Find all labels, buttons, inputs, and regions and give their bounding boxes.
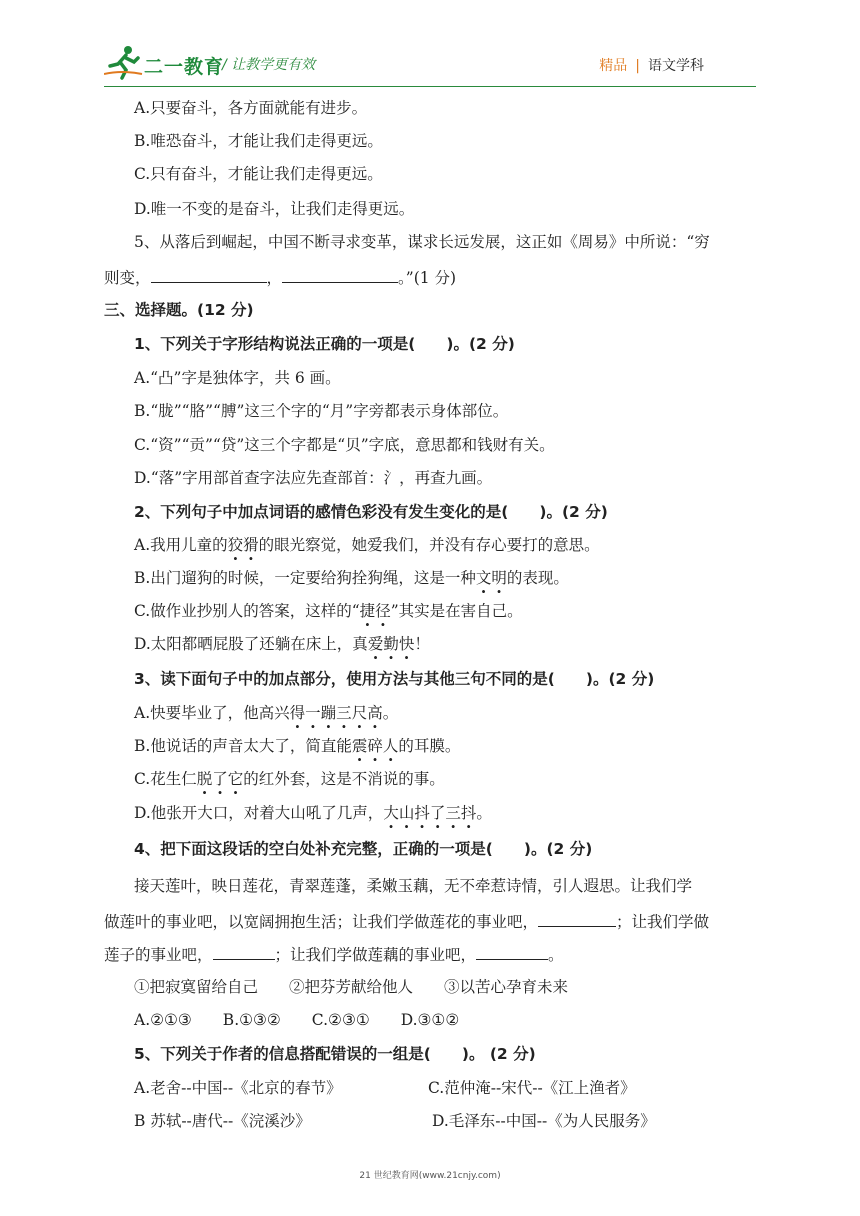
option-line: D.太阳都晒屁股了还躺在床上，真爱勤快！: [134, 635, 430, 653]
option-line: C.做作业抄别人的答案，这样的“捷径”其实是在害自己。: [134, 602, 523, 620]
answer-blank[interactable]: [476, 943, 548, 960]
option-line: A.我用儿童的狡猾的眼光察觉，她爱我们，并没有存心要打的意思。: [134, 536, 600, 554]
answer-blank[interactable]: [213, 943, 275, 960]
paragraph-line: 接天莲叶，映日莲花，青翠莲蓬，柔嫩玉藕，无不牵惹诗情，引人遐思。让我们学: [134, 877, 693, 895]
option-line: A.“凸”字是独体字，共 6 画。: [134, 369, 341, 387]
subject-label: 语文学科: [648, 58, 704, 74]
option-line: D.他张开大口，对着大山吼了几声，大山抖了三抖。: [134, 804, 492, 822]
question-title: 5、下列关于作者的信息搭配错误的一组是( )。 (2 分): [134, 1045, 536, 1063]
option-line: C.只有奋斗，才能让我们走得更远。: [134, 165, 383, 183]
logo-text: 二一教育: [144, 56, 225, 78]
option-line: C.花生仁脱了它的红外套，这是不消说的事。: [134, 770, 445, 788]
option-line: B 苏轼--唐代--《浣溪沙》: [134, 1112, 311, 1130]
dotted-word: 文明: [475, 569, 507, 587]
question-title: 4、把下面这段话的空白处补充完整，正确的一项是( )。(2 分): [134, 840, 593, 858]
option-line: C.范仲淹--宋代--《江上渔者》: [428, 1079, 636, 1097]
dotted-word: 得一蹦三尺高: [289, 704, 383, 722]
option-line: D.唯一不变的是奋斗，让我们走得更远。: [134, 200, 415, 218]
option-line: B.唯恐奋斗，才能让我们走得更远。: [134, 132, 383, 150]
question-text: 则变， ， 。”(1 分): [104, 266, 456, 288]
question-title: 3、读下面句子中的加点部分，使用方法与其他三句不同的是( )。(2 分): [134, 670, 655, 688]
section-title: 三、选择题。(12 分): [104, 301, 254, 319]
runner-logo-icon: [104, 44, 144, 80]
dotted-word: 爱勤快: [367, 635, 415, 653]
dotted-word: 捷径: [359, 602, 391, 620]
header-divider: [104, 86, 756, 87]
option-line: B.出门遛狗的时候，一定要给狗拴狗绳，这是一种文明的表现。: [134, 569, 569, 587]
page-header: [0, 0, 860, 90]
option-line: A.老舍--中国--《北京的春节》: [134, 1079, 342, 1097]
dotted-word: 脱了它: [196, 770, 244, 788]
answer-options: A.②①③ B.①③② C.②③① D.③①②: [134, 1011, 460, 1029]
paragraph-line: 做莲叶的事业吧，以宽阔拥抱生活；让我们学做莲花的事业吧， ；让我们学做: [104, 910, 709, 932]
option-line: D.毛泽东--中国--《为人民服务》: [432, 1112, 656, 1130]
paragraph-line: 莲子的事业吧， ；让我们学做莲藕的事业吧， 。: [104, 943, 564, 965]
logo: [104, 44, 224, 80]
option-line: B.“胧”“胳”“膊”这三个字的“月”字旁都表示身体部位。: [134, 402, 509, 420]
question-text: 5、从落后到崛起，中国不断寻求变革，谋求长远发展，这正如《周易》中所说：“穷: [134, 233, 710, 251]
page-footer: 21 世纪教育网(www.21cnjy.com): [359, 1171, 501, 1181]
option-line: A.只要奋斗，各方面就能有进步。: [134, 99, 368, 117]
slogan: / 让教学更有效: [222, 57, 316, 73]
question-title: 1、下列关于字形结构说法正确的一项是( )。(2 分): [134, 335, 515, 353]
option-line: B.他说话的声音太大了，简直能震碎人的耳膜。: [134, 737, 461, 755]
question-title: 2、下列句子中加点词语的感情色彩没有发生变化的是( )。(2 分): [134, 503, 608, 521]
answer-blank[interactable]: [538, 910, 616, 927]
dotted-word: 大山抖了三抖: [383, 804, 477, 822]
option-line: C.“资”“贡”“贷”这三个字都是“贝”字底，意思都和钱财有关。: [134, 436, 555, 454]
dotted-word: 狡猾: [227, 536, 259, 554]
answer-blank[interactable]: [282, 266, 398, 283]
option-line: A.快要毕业了，他高兴得一蹦三尺高。: [134, 704, 399, 722]
choice-items: ①把寂寞留给自己 ②把芬芳献给他人 ③以苦心孕育未来: [134, 978, 569, 996]
premium-label: 精品: [599, 58, 628, 74]
header-separator: |: [635, 58, 640, 74]
option-line: D.“落”字用部首查字法应先查部首：氵，再查九画。: [134, 469, 493, 487]
header-right: [599, 55, 704, 75]
answer-blank[interactable]: [151, 266, 267, 283]
dotted-word: 震碎人: [351, 737, 399, 755]
